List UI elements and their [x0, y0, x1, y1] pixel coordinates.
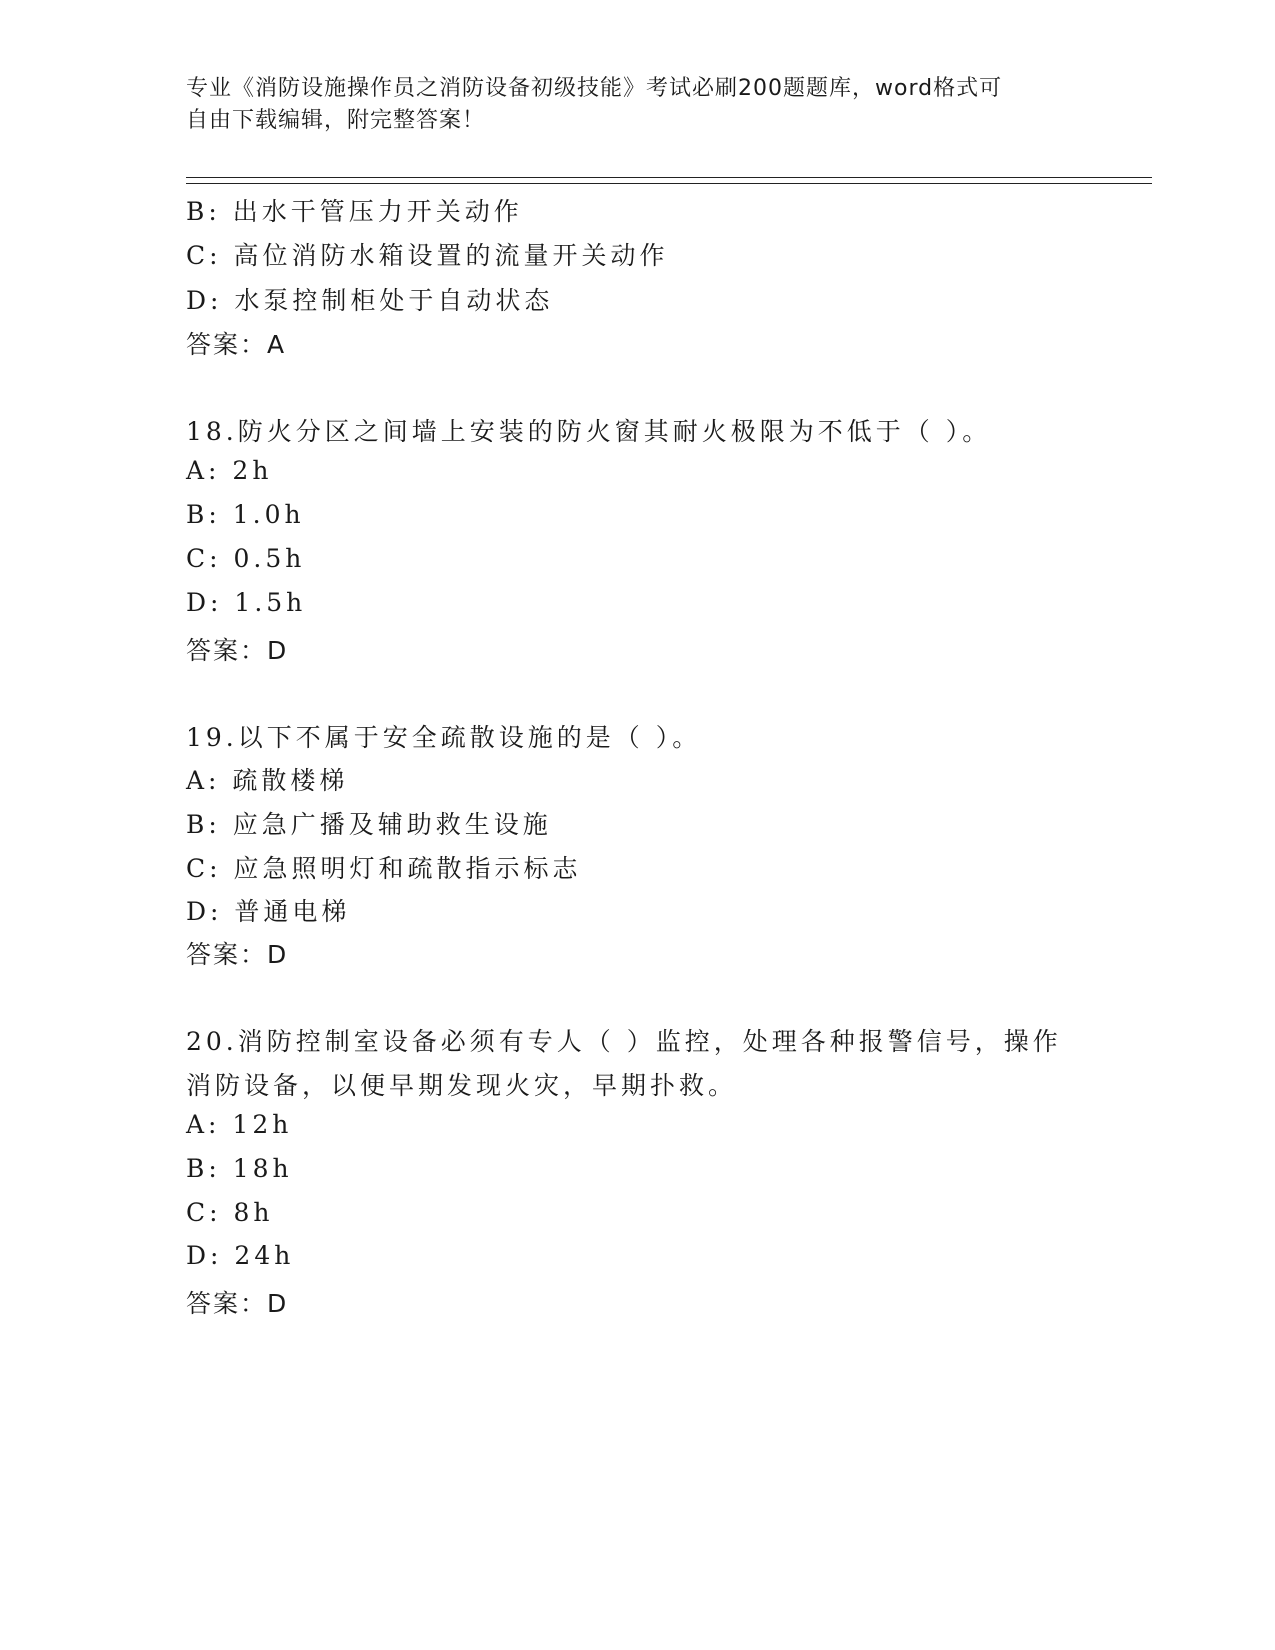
header-line-2: 自由下载编辑，附完整答案！	[186, 108, 486, 133]
answer-label: 答案：D	[186, 1289, 289, 1318]
answer-label: 答案：D	[186, 940, 289, 969]
option-d: D: 普通电梯	[186, 897, 351, 926]
question-20-stem-line-2: 消防设备，以便早期发现火灾，早期扑救。	[186, 1071, 738, 1100]
option-d: D: 1.5h	[186, 588, 307, 617]
option-c: C: 高位消防水箱设置的流量开关动作	[186, 241, 669, 270]
question-19-stem: 19.以下不属于安全疏散设施的是（ ）。	[186, 723, 702, 752]
answer-label: 答案：A	[186, 330, 287, 359]
option-c: C: 0.5h	[186, 544, 306, 573]
option-c: C: 应急照明灯和疏散指示标志	[186, 854, 582, 883]
option-a: A: 2h	[186, 456, 273, 485]
option-b: B: 18h	[186, 1154, 293, 1183]
option-b: B: 出水干管压力开关动作	[186, 197, 523, 226]
option-b: B: 1.0h	[186, 500, 305, 529]
option-a: A: 12h	[186, 1110, 293, 1139]
question-20-stem-line-1: 20.消防控制室设备必须有专人（ ）监控，处理各种报警信号，操作	[186, 1027, 1062, 1056]
header-rule-bottom	[186, 183, 1152, 184]
document-header	[186, 73, 1086, 137]
option-c: C: 8h	[186, 1198, 274, 1227]
option-a: A: 疏散楼梯	[186, 766, 349, 795]
option-b: B: 应急广播及辅助救生设施	[186, 810, 552, 839]
option-d: D: 水泵控制柜处于自动状态	[186, 286, 554, 315]
answer-label: 答案：D	[186, 636, 289, 665]
header-line-1: 专业《消防设施操作员之消防设备初级技能》考试必刷200题题库，word格式可	[186, 76, 1003, 101]
header-rule-top	[186, 177, 1152, 178]
question-18-stem: 18.防火分区之间墙上安装的防火窗其耐火极限为不低于（ ）。	[186, 417, 992, 446]
option-d: D: 24h	[186, 1241, 295, 1270]
